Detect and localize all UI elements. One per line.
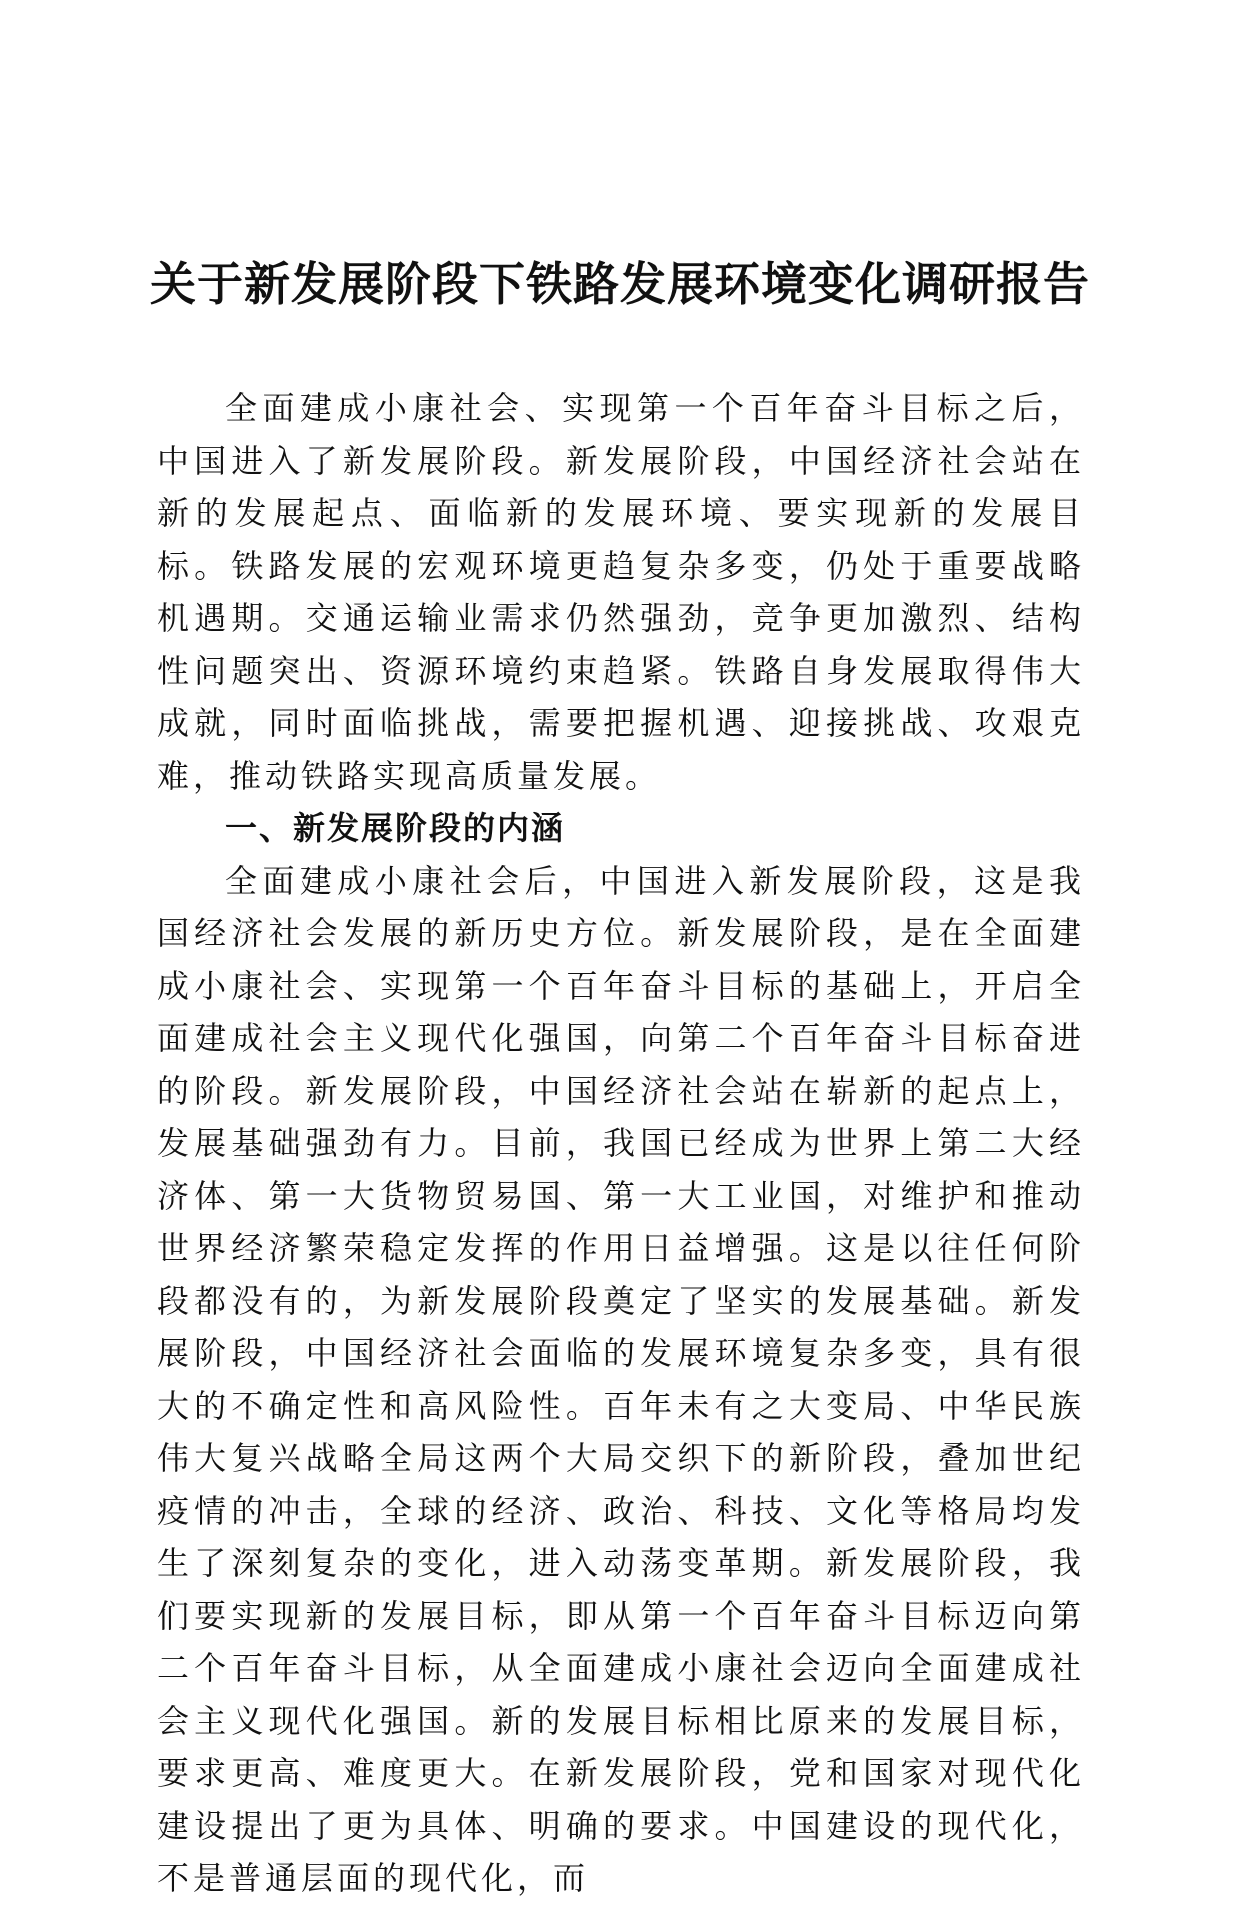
document-title: 关于新发展阶段下铁路发展环境变化调研报告 [150, 257, 1090, 311]
section-paragraph: 全面建成小康社会后，中国进入新发展阶段，这是我国经济社会发展的新历史方位。新发展阶段，是在全面建成小康社会、实现第一个百年奋斗目标的基础上，开启全面建成社会主义现代化强国，向第二个百年奋斗目标奋进的阶段。新发展阶段，中国经济社会站在崭新的起点上，发展基础强劲有力。目前，我国已经成为世界上第二大经济体、第一大货物贸易国、第一大工业国，对维护和推动世界经济繁荣稳定发挥的作用日益增强。这是以往任何阶段都没有的，为新发展阶段奠定了坚实的发展基础。新发展阶段，中国经济社会面临的发展环境复杂多变，具有很大的不确定性和高风险性。百年未有之大变局、中华民族伟大复兴战略全局这两个大局交织下的新阶段，叠加世纪疫情的冲击，全球的经济、政治、科技、文化等格局均发生了深刻复杂的变化，进入动荡变革期。新发展阶段，我们要实现新的发展目标，即从第一个百年奋斗目标迈向第二个百年奋斗目标，从全面建成小康社会迈向全面建成社会主义现代化强国。新的发展目标相比原来的发展目标，要求更高、难度更大。在新发展阶段，党和国家对现代化建设提出了更为具体、明确的要求。中国建设的现代化，不是普通层面的现代化，而 [157, 861, 1085, 1897]
intro-paragraph: 全面建成小康社会、实现第一个百年奋斗目标之后，中国进入了新发展阶段。新发展阶段，中国经济社会站在新的发展起点、面临新的发展环境、要实现新的发展目标。铁路发展的宏观环境更趋复杂多变，仍处于重要战略机遇期。交通运输业需求仍然强劲，竞争更加激烈、结构性问题突出、资源环境约束趋紧。铁路自身发展取得伟大成就，同时面临挑战，需要把握机遇、迎接挑战、攻艰克难，推动铁路实现高质量发展。 [157, 389, 1085, 795]
section-heading: 一、新发展阶段的内涵 [225, 809, 566, 847]
document-body [157, 382, 1085, 1905]
